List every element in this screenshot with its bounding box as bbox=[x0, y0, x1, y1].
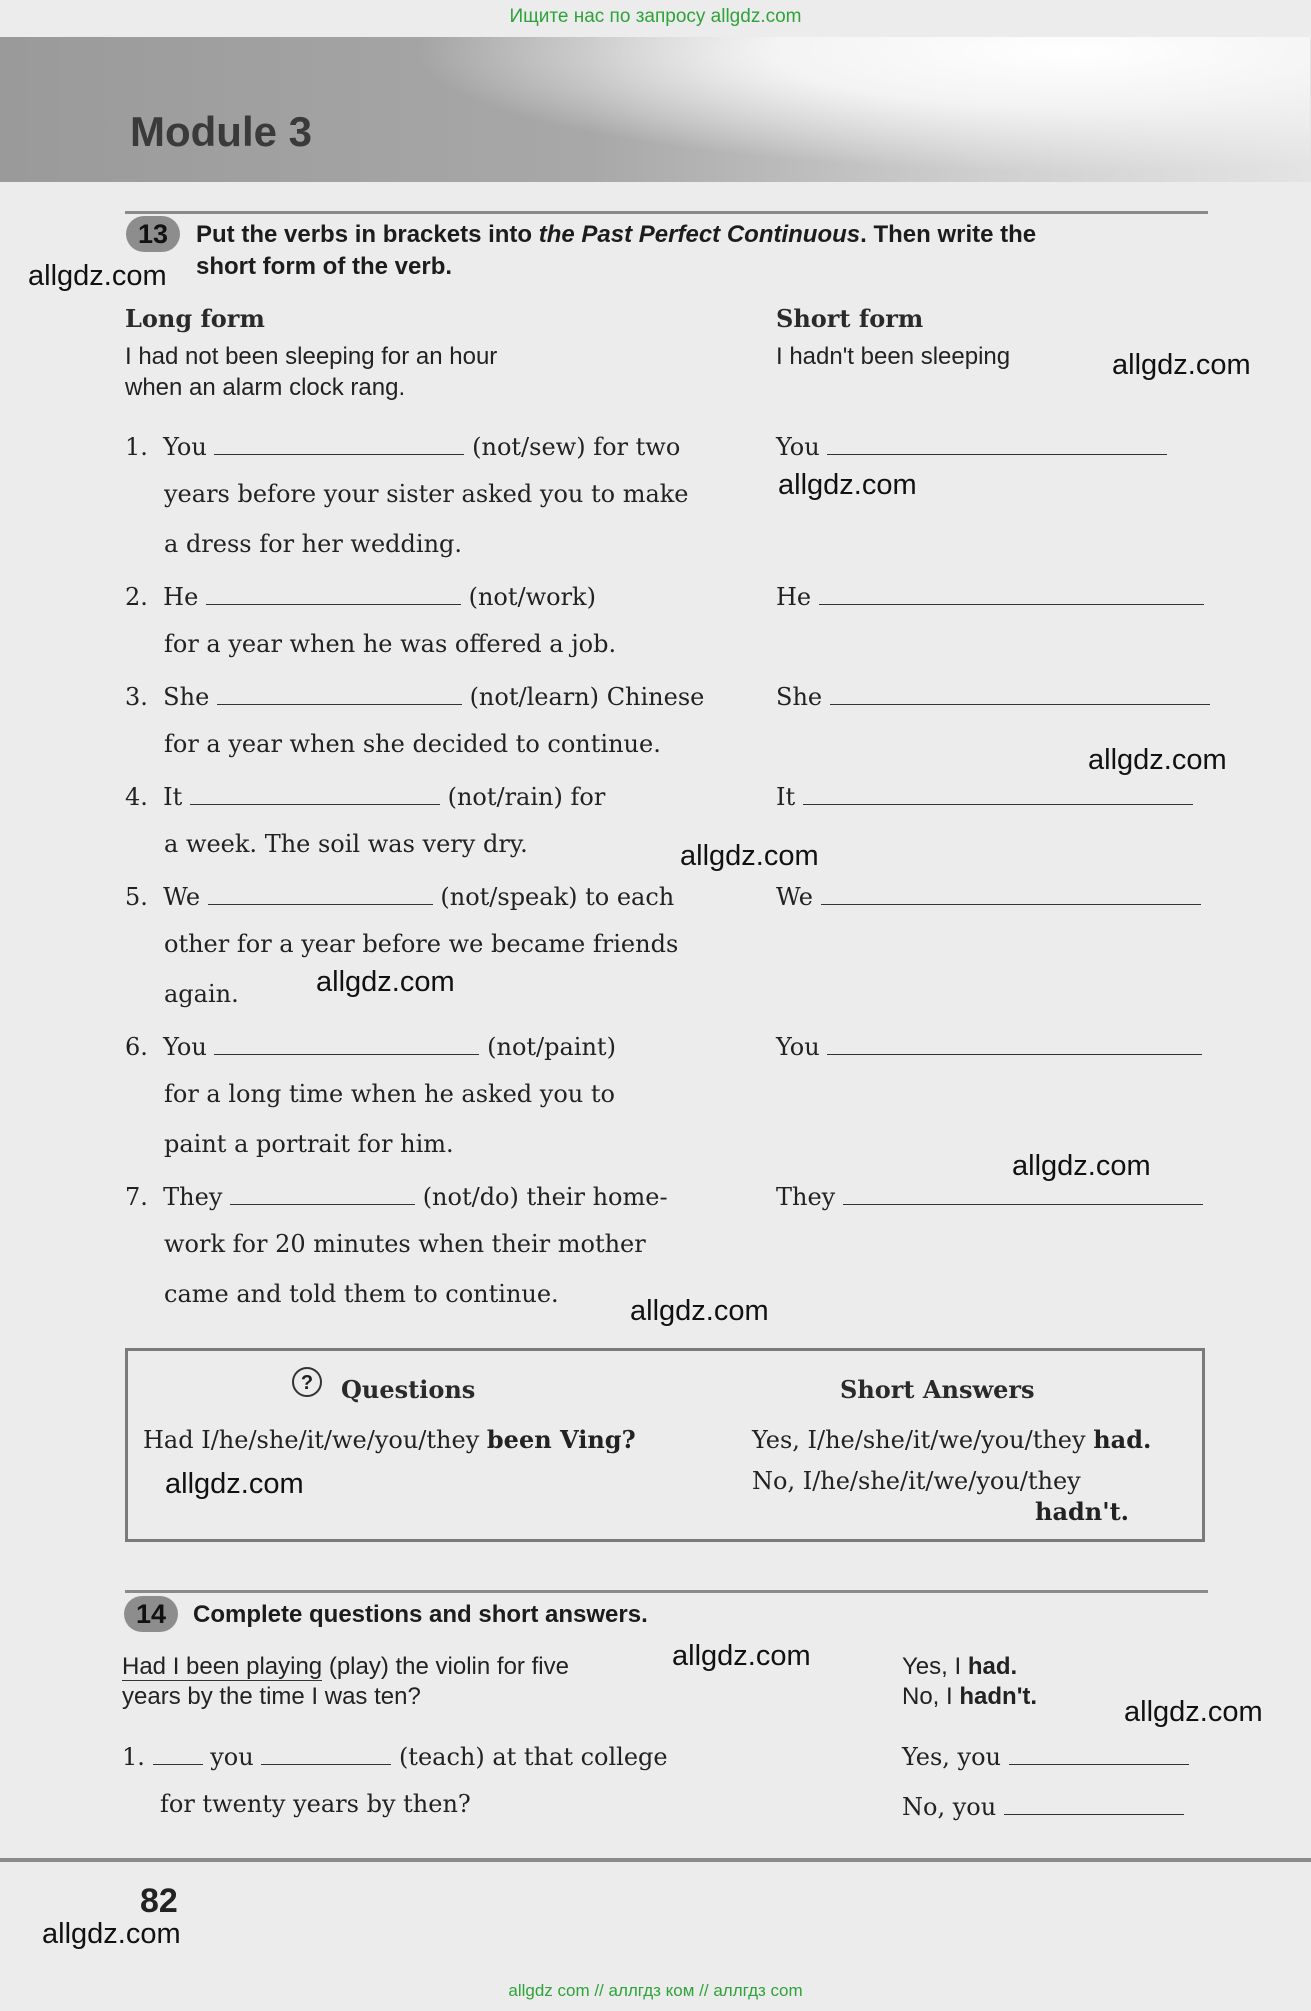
header-highlight bbox=[360, 37, 1310, 182]
no-answer-formula: No, I/he/she/it/we/you/they bbox=[752, 1467, 1081, 1495]
ex14-example-yes: Yes, I had. bbox=[902, 1653, 1018, 1680]
item-2-short: He bbox=[776, 580, 1204, 611]
ex14-item-1-blank-verb[interactable] bbox=[261, 1740, 391, 1765]
watermark: allgdz.com bbox=[316, 966, 455, 998]
item-5-line3: again. bbox=[164, 980, 239, 1008]
item-1-line3: a dress for her wedding. bbox=[164, 530, 463, 558]
page-bottom-rule bbox=[0, 1858, 1311, 1862]
watermark: allgdz.com bbox=[1012, 1150, 1151, 1182]
item-4-line2: a week. The soil was very dry. bbox=[164, 830, 528, 858]
page-number: 82 bbox=[140, 1882, 178, 1920]
watermark: allgdz.com bbox=[1112, 349, 1251, 381]
ex14-example-no: No, I hadn't. bbox=[902, 1683, 1038, 1710]
exercise-13-top-rule bbox=[125, 211, 1208, 214]
short-form-heading: Short form bbox=[776, 304, 924, 333]
exercise-13-number: 13 bbox=[126, 216, 180, 252]
item-4-short: It bbox=[776, 780, 1193, 811]
ex14-example-line2: years by the time I was ten? bbox=[122, 1683, 421, 1710]
ex14-item-1-yes-blank[interactable] bbox=[1009, 1740, 1189, 1765]
watermark: allgdz.com bbox=[672, 1640, 811, 1672]
exercise-14-number: 14 bbox=[124, 1596, 178, 1632]
yes-answer-formula: Yes, I/he/she/it/we/you/they had. bbox=[752, 1425, 1152, 1454]
exercise-13-instruction: Put the verbs in brackets into the Past Perfect Continuous. Then write the bbox=[196, 221, 1037, 248]
exercise-14-instruction: Complete questions and short answers. bbox=[193, 1601, 648, 1628]
item-6-short: You bbox=[776, 1030, 1202, 1061]
item-1-short-blank[interactable] bbox=[827, 430, 1167, 455]
watermark: allgdz.com bbox=[165, 1468, 304, 1500]
watermark: allgdz.com bbox=[1088, 744, 1227, 776]
item-5-short-blank[interactable] bbox=[821, 880, 1201, 905]
item-7-short-blank[interactable] bbox=[843, 1180, 1203, 1205]
item-4-short-blank[interactable] bbox=[803, 780, 1193, 805]
watermark: allgdz.com bbox=[630, 1295, 769, 1327]
item-6-blank[interactable] bbox=[214, 1030, 479, 1055]
item-5-line1: 5. We (not/speak) to each bbox=[125, 880, 674, 911]
item-6-line2: for a long time when he asked you to bbox=[164, 1080, 615, 1108]
watermark: allgdz.com bbox=[680, 840, 819, 872]
item-3-line1: 3. She (not/learn) Chinese bbox=[125, 680, 704, 711]
item-1-blank[interactable] bbox=[214, 430, 464, 455]
ex14-item-1-no-blank[interactable] bbox=[1004, 1790, 1184, 1815]
item-3-short-blank[interactable] bbox=[830, 680, 1210, 705]
ex14-item-1-line1: 1. you (teach) at that college bbox=[122, 1740, 668, 1771]
item-7-line3: came and told them to continue. bbox=[164, 1280, 559, 1308]
questions-heading: Questions bbox=[341, 1375, 476, 1404]
item-7-blank[interactable] bbox=[230, 1180, 415, 1205]
footer-links[interactable]: allgdz com // аллгдз ком // аллгдз com bbox=[508, 1981, 803, 2000]
ex14-item-1-yes: Yes, you bbox=[902, 1740, 1189, 1771]
item-5-line2: other for a year before we became friends bbox=[164, 930, 679, 958]
item-6-line3: paint a portrait for him. bbox=[164, 1130, 454, 1158]
item-2-blank[interactable] bbox=[206, 580, 461, 605]
item-7-line2: work for 20 minutes when their mother bbox=[164, 1230, 646, 1258]
item-6-line1: 6. You (not/paint) bbox=[125, 1030, 616, 1061]
ex14-item-1-blank-aux[interactable] bbox=[153, 1740, 203, 1765]
question-icon: ? bbox=[292, 1367, 322, 1397]
item-4-blank[interactable] bbox=[190, 780, 440, 805]
ex14-item-1-no: No, you bbox=[902, 1790, 1184, 1821]
watermark: allgdz.com bbox=[42, 1918, 181, 1950]
item-1-short: You bbox=[776, 430, 1167, 461]
item-3-blank[interactable] bbox=[217, 680, 462, 705]
watermark: allgdz.com bbox=[1124, 1696, 1263, 1728]
item-1-line2: years before your sister asked you to make bbox=[164, 480, 689, 508]
item-3-short: She bbox=[776, 680, 1210, 711]
item-3-line2: for a year when she decided to continue. bbox=[164, 730, 661, 758]
short-answers-heading: Short Answers bbox=[840, 1375, 1035, 1404]
item-2-line2: for a year when he was offered a job. bbox=[164, 630, 617, 658]
example-long-line2: when an alarm clock rang. bbox=[125, 374, 406, 401]
example-short-form: I hadn't been sleeping bbox=[776, 343, 1011, 370]
no-answer-hadnt: hadn't. bbox=[1035, 1497, 1130, 1526]
watermark: allgdz.com bbox=[28, 260, 167, 292]
item-2-short-blank[interactable] bbox=[819, 580, 1204, 605]
watermark: allgdz.com bbox=[778, 469, 917, 501]
item-5-short: We bbox=[776, 880, 1201, 911]
top-promo-link[interactable]: Ищите нас по запросу allgdz.com bbox=[509, 6, 802, 27]
item-7-line1: 7. They (not/do) their home- bbox=[125, 1180, 668, 1211]
item-4-line1: 4. It (not/rain) for bbox=[125, 780, 605, 811]
long-form-heading: Long form bbox=[125, 304, 265, 333]
exercise-14-top-rule bbox=[125, 1590, 1208, 1593]
module-title: Module 3 bbox=[130, 108, 313, 155]
item-5-blank[interactable] bbox=[208, 880, 433, 905]
example-long-line1: I had not been sleeping for an hour bbox=[125, 343, 498, 370]
question-formula: Had I/he/she/it/we/you/they been Ving? bbox=[143, 1425, 636, 1454]
item-1-line1: 1. You (not/sew) for two bbox=[125, 430, 680, 461]
item-6-short-blank[interactable] bbox=[827, 1030, 1202, 1055]
item-7-short: They bbox=[776, 1180, 1203, 1211]
exercise-13-instruction-line2: short form of the verb. bbox=[196, 253, 453, 280]
item-2-line1: 2. He (not/work) bbox=[125, 580, 596, 611]
ex14-item-1-line2: for twenty years by then? bbox=[160, 1790, 471, 1818]
ex14-example-line1: Had I been playing (play) the violin for five bbox=[122, 1653, 569, 1680]
